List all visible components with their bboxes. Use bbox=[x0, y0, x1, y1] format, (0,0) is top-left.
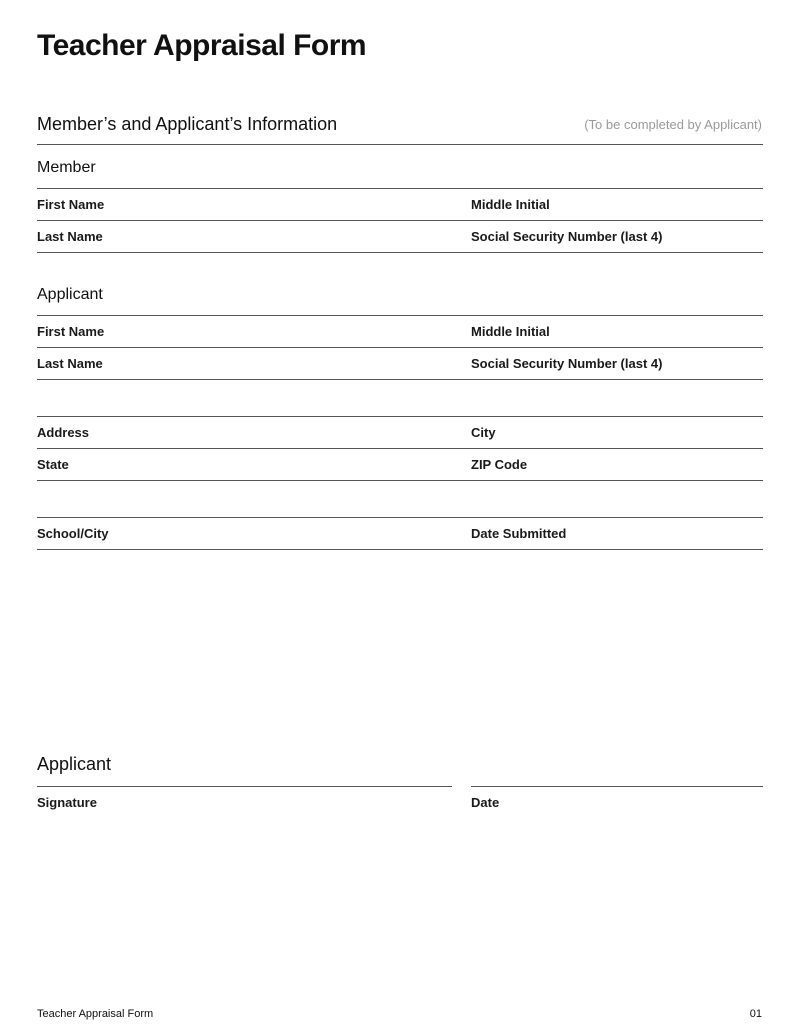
applicant-ssn-label: Social Security Number (last 4) bbox=[471, 356, 663, 371]
city-label: City bbox=[471, 425, 496, 440]
member-heading: Member bbox=[37, 159, 96, 176]
page-title: Teacher Appraisal Form bbox=[37, 29, 367, 62]
divider bbox=[37, 144, 763, 145]
member-last-name-field[interactable] bbox=[37, 220, 763, 221]
address-label: Address bbox=[37, 425, 90, 440]
signature-heading: Applicant bbox=[37, 754, 112, 774]
date-submitted-label: Date Submitted bbox=[471, 526, 567, 541]
page-number: 01 bbox=[749, 1008, 762, 1020]
applicant-first-name-label: First Name bbox=[37, 324, 105, 339]
member-ssn-label: Social Security Number (last 4) bbox=[471, 229, 663, 244]
state-field[interactable] bbox=[37, 448, 763, 449]
member-middle-initial-label: Middle Initial bbox=[471, 197, 550, 212]
applicant-heading: Applicant bbox=[37, 286, 103, 303]
divider bbox=[37, 480, 763, 481]
school-city-field[interactable] bbox=[37, 517, 763, 518]
applicant-last-name-field[interactable] bbox=[37, 347, 763, 348]
member-first-name-label: First Name bbox=[37, 197, 105, 212]
section-title: Member’s and Applicant’s Information bbox=[37, 114, 338, 134]
applicant-first-name-field[interactable] bbox=[37, 315, 763, 316]
address-field[interactable] bbox=[37, 416, 763, 417]
divider bbox=[37, 252, 763, 253]
footer-title: Teacher Appraisal Form bbox=[37, 1008, 154, 1020]
divider bbox=[37, 379, 763, 380]
member-last-name-label: Last Name bbox=[37, 229, 103, 244]
applicant-middle-initial-label: Middle Initial bbox=[471, 324, 550, 339]
zip-label: ZIP Code bbox=[471, 457, 528, 472]
signature-label: Signature bbox=[37, 795, 97, 810]
school-city-label: School/City bbox=[37, 526, 109, 541]
signature-date-field[interactable] bbox=[471, 786, 763, 787]
state-label: State bbox=[37, 457, 69, 472]
signature-field[interactable] bbox=[37, 786, 452, 787]
member-first-name-field[interactable] bbox=[37, 188, 763, 189]
applicant-last-name-label: Last Name bbox=[37, 356, 103, 371]
divider bbox=[37, 549, 763, 550]
signature-date-label: Date bbox=[471, 795, 500, 810]
section-note: (To be completed by Applicant) bbox=[584, 117, 762, 132]
